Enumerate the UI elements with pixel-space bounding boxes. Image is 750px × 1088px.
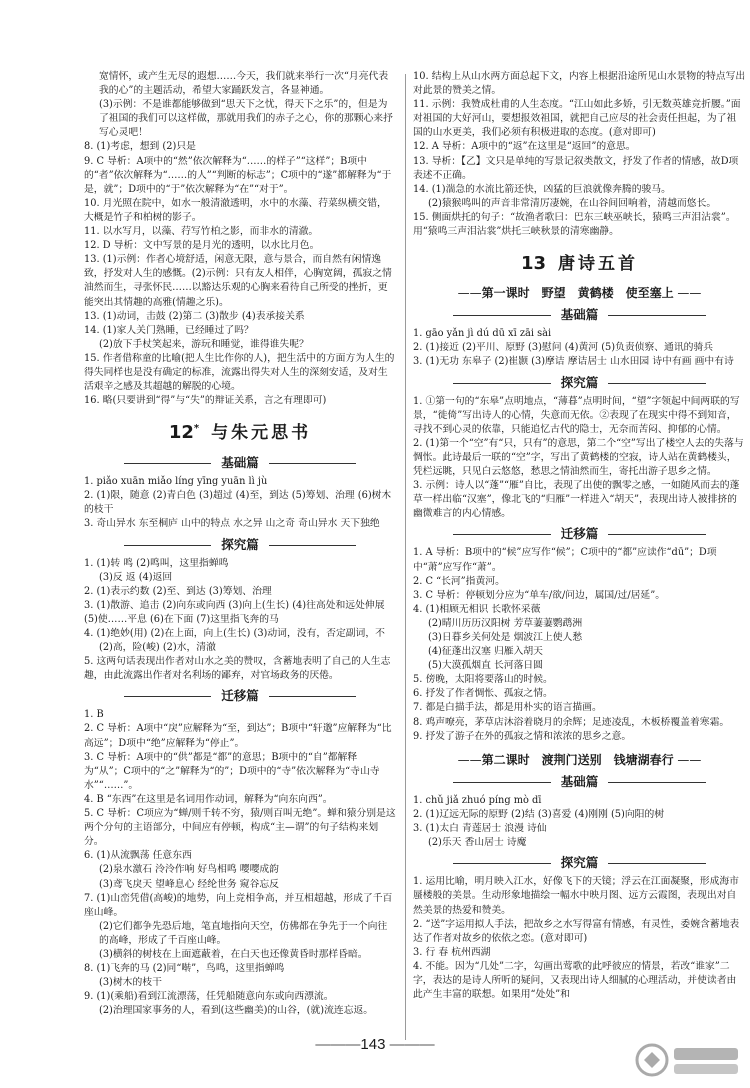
answer-line: 8. (1)飞奔的马 (2)同“啭”，鸟鸣，这里指蝉鸣 <box>84 963 285 975</box>
answer-line: 2. (1)第一个“空”有“只，只有”的意思，第二个“空”写出了楼空人去的失落与惆怅。此诗最后一联的“空”字，写出了黄鹤楼的空寂，诗人站在黄鹤楼头，凭栏远眺，只见白云悠悠，愁思之情油然而生，寄托出游子思乡之情。 <box>413 437 744 478</box>
answer-line: (2)乐天 香山居士 诗魔 <box>428 837 527 849</box>
answer-line: 宽情怀，或产生无尽的遐想……今天，我们就来举行一次“月亮代表我的心”的主题活动，希望大家踊跃发言，各显神通。 <box>99 71 389 97</box>
section-jichu-heading-2: 基础篇 <box>413 306 746 324</box>
answer-line: (3)鸢飞戾天 望峰息心 经纶世务 窥谷忘反 <box>99 878 279 890</box>
answer-line: 14. (1)家人关门熟睡，已经睡过了吗？ <box>84 324 254 336</box>
answer-line: 2. “送”字运用拟人手法，把故乡之水写得富有情感，有灵性，委婉含蓄地表达了作者对故乡的依依之恋。(意对即可) <box>413 918 740 944</box>
tanjiu-answers-2 <box>413 395 746 522</box>
answer-line: 2. C 导析：A项中“戾”应解释为“至，到达”；B项中“轩邈”应解释为“比高远”；D项中“绝”应解释为“停止”。 <box>84 723 392 749</box>
answer-line: 11. 以水写月，以藻、荇写竹柏之影，而非水的清澈。 <box>84 226 319 238</box>
answer-line: 13. (1)动词，击鼓 (2)第二 (3)散步 (4)表承接关系 <box>84 310 305 322</box>
answer-line: 5. 这两句话表现出作者对山水之美的赞叹，含蓄地表明了自己的人生志趣，由此流露出作者对名利场的鄙弃，对官场政务的厌倦。 <box>84 656 391 682</box>
answer-line: 8. 鸡声嘹亮，茅草店沐浴着晓月的余辉；足迹凌乱，木板桥覆盖着寒霜。 <box>413 716 730 728</box>
answer-line: 13. 导析：【乙】文只是单纯的写景记叙类散文，抒发了作者的情感，故D项表述不正确。 <box>413 155 739 181</box>
section-qianyi-heading-2: 迁移篇 <box>413 525 746 543</box>
answer-line: 2. (1)表示约数 (2)至、到达 (3)筹划、治理 <box>84 585 272 597</box>
answer-line: (2)治理国家事务的人，看到(这些幽美)的山谷，(就)流连忘返。 <box>99 1005 374 1017</box>
answer-line: 13. (1)示例：作者心境舒适，闲意无限，意与景合，而自然有闲情逸致，抒发对人生的感慨。(2)示例：只有友人相伴，心胸宽阔，孤寂之情油然而生，寻张怀民……以豁达乐观的心胸来看待自己所受的挫折，更能突出其情趣的高雅(情趣之乐)。 <box>84 254 392 308</box>
answer-line: 7. (1)山峦凭借(高峻)的地势，向上竞相争高，并互相超越，形成了千百座山峰。 <box>84 892 393 918</box>
answer-line: 1. (1)转 鸣 (2)鸣叫，这里指蝉鸣 <box>84 557 229 569</box>
jichu-answers <box>84 475 396 531</box>
answer-line: 8. (1)考虑，想到 (2)只是 <box>84 141 196 153</box>
answer-line: 15. 作者借称童的比喻(把人生比作你的人)，把生活中的方面方为人生的得失同样也是没有确定的标准，流露出得失对人生的深刻安适，及对生活艰辛之感及其超越的解脱的心境。 <box>84 352 395 393</box>
left-top-answers <box>84 70 396 408</box>
section-jichu-heading: 基础篇 <box>84 454 396 472</box>
answer-line: 16. 略(只要讲到“得”与“失”的辩证关系，言之有理即可) <box>84 395 327 407</box>
answer-line: 4. 不能。因为“几处”二字，勾画出莺歌的此呼彼应的情景，若改“谁家”二字，表达的是诗人所听的疑问，又表现出诗人细腻的心理活动，并使读者由此产生丰富的联想。如果用“处处”和 <box>413 960 737 1001</box>
lesson-13-title <box>413 251 746 277</box>
answer-line: 1. chǔ jiǎ zhuó píng mò dī <box>413 795 542 806</box>
section-tanjiu-heading-3: 探究篇 <box>413 854 746 872</box>
answer-line: 1. gāo yǎn jì dú dū xī zāi sài <box>413 328 552 340</box>
answer-line: (2)猿猴鸣叫的声音非常清厉凄婉，在山谷间回响着，清越而悠长。 <box>428 197 717 209</box>
answer-line: 11. 示例：我赞成杜甫的人生态度。“江山如此多娇，引无数英雄竞折腰。”面对祖国的大好河山，要想报效祖国，就把自己应尽的社会责任担起，为了祖国的山水更美，我们必须有积极进取的态度。(意对即可) <box>413 99 741 139</box>
answer-line: 1. 运用比喻，明月映入江水，好像飞下的天镜；浮云在江面凝聚，形成海市蜃楼般的美景。生动形象地描绘一幅水中映月图、远方云霞图，表现出对自然美景的热爱和赞美。 <box>413 876 739 916</box>
section-qianyi-heading: 迁移篇 <box>84 687 396 705</box>
answer-line: (2)放下手杖笑起来，游玩和睡觉，谁得谁失呢？ <box>99 338 309 350</box>
page-number: ——— 143 ——— <box>0 1034 750 1056</box>
answer-line: (2)泉水激石 泠泠作响 好鸟相鸣 嘤嘤成韵 <box>99 864 279 876</box>
left-column <box>84 70 396 1018</box>
section-jichu-heading-3: 基础篇 <box>413 773 746 791</box>
answer-line: (3)日暮乡关何处是 烟波江上使人愁 <box>428 631 583 643</box>
answer-line: (2)它们都争先恐后地，笔直地指向天空，仿佛都在争先于一个向往的高峰，形成了千百座山峰。 <box>99 920 388 946</box>
answer-line: (5)大漠孤烟直 长河落日圆 <box>428 660 543 672</box>
period-1-title: —— 第一课时 野望 黄鹤楼 使至塞上 —— <box>413 285 746 302</box>
answer-line: 1. B <box>84 709 104 721</box>
lesson-13-name: 唐诗五首 <box>558 254 639 275</box>
answer-line: 5. C 导析：C项应为“蝉/则千转不穷，猿/则百叫无绝”。蝉和猿分别是这两个分句的主语部分，中间应有停顿，构成“主—谓”的句子结构来划分。 <box>84 808 396 848</box>
watermark-logo <box>634 1038 744 1082</box>
tanjiu-answers <box>84 557 396 684</box>
answer-line: 12. A 导析：A项中的“返”在这里是“返回”的意思。 <box>413 141 636 153</box>
answer-line: 15. 侧面烘托的句子：“故渔者歌曰：巴东三峡巫峡长，猿鸣三声泪沾裳”。用“猿鸣三声泪沾裳”烘托三峡秋景的清寒幽静。 <box>413 211 736 238</box>
answer-line: 12. D 导析：文中写景的是月光的透明，以水比月色。 <box>84 240 320 252</box>
answer-line: 1. A 导析：B项中的“候”应写作“候”；C项中的“都”应读作“dū”；D项中“萧”应写作“萧”。 <box>413 547 717 573</box>
answer-line: 2. C “长河”指黄河。 <box>413 575 505 587</box>
answer-line: (2)晴川历历汉阳树 芳草萋萋鹦鹉洲 <box>428 617 583 629</box>
section-tanjiu-heading-2: 探究篇 <box>413 374 746 392</box>
tanjiu-answers-3 <box>413 875 746 1002</box>
answer-line: (4)征蓬出汉塞 归雁入胡天 <box>428 646 543 658</box>
answer-line: 4. (1)绝妙(用) (2)在上面，向上(生长) (3)动词，没有，否定副词，不 <box>84 628 385 639</box>
lesson-12-name: 与朱元思书 <box>211 423 312 444</box>
answer-line: 7. 都是白描手法，都是用朴实的语言描画。 <box>413 702 602 714</box>
qianyi-answers-2 <box>413 546 746 743</box>
answer-line: 2. (1)辽远无际的原野 (2)结 (3)喜爱 (4)刚刚 (5)向阳的树 <box>413 809 665 821</box>
qianyi-answers <box>84 708 396 1018</box>
column-divider <box>405 74 406 1040</box>
lesson-13-number: 13 <box>520 253 547 275</box>
answer-line: 1. piǎo xuān miǎo líng yīng yuān lì jù <box>84 476 268 488</box>
answer-line: (3)示例：不是谁都能够做到“思天下之忧，得天下之乐”的，但是为了祖国的我们可以这样做，那就用我们的赤子之心，你的那颗心来抒写心灵吧！ <box>99 99 393 139</box>
answer-line: (3)反 返 (4)返回 <box>99 571 173 583</box>
section-tanjiu-heading: 探究篇 <box>84 536 396 554</box>
answer-line: (3)树木的枝干 <box>99 977 162 989</box>
jichu-answers-2 <box>413 327 746 369</box>
answer-line: 4. B “东西”在这里是名词用作动词，解释为“向东向西”。 <box>84 793 333 805</box>
answer-line: 3. C 导析：A项中的“供”都是“都”的意思；B项中的“自”都解释为“从”；C项中的“之”解释为“的”；D项中的“寺”依次解释为“寺山寺水”“……”。 <box>84 751 380 791</box>
answer-line: 3. (1)太白 青莲居士 浪漫 诗仙 <box>413 823 547 835</box>
answer-line: 4. (1)相顾无相识 长歌怀采薇 <box>413 603 541 615</box>
answer-line: 14. (1)湍急的水流比箭还快，凶猛的巨浪就像奔腾的骏马。 <box>413 183 671 195</box>
answer-line: 5. 傍晚，太阳将要落山的时候。 <box>413 674 553 686</box>
answer-line: 3. C 导析：停顿划分应为“单车/欲/问边，属国/过/居延”。 <box>413 589 666 601</box>
answer-line: 3. (1)无功 东皋子 (2)崔颢 (3)摩诘 摩诘居士 山水田园 诗中有画 画中有诗 <box>413 356 734 368</box>
period-2-title: —— 第二课时 渡荆门送别 钱塘湖春行 —— <box>413 752 746 769</box>
lesson-12-title <box>84 420 396 446</box>
answer-line: 2. (1)限，随意 (2)青白色 (3)超过 (4)至，到达 (5)筹划、治理 (6)树木的枝干 <box>84 490 392 516</box>
answer-line: 3. 示例：诗人以“蓬”“雁”自比，表现了出使的飘零之感，一如随风而去的蓬草一样出临“汉塞”，像北飞的“归雁”一样进入“胡天”，表现出诗人被排挤的幽微难言的内心情感。 <box>413 480 740 520</box>
answer-line: 1. ①第一句的“东皋”点明地点，“薄暮”点明时间，“望”字领起中间两联的写景，“徙倚”写出诗人的心情，失意而无依。②表现了在现实中得不到知音，寻找不到心灵的依靠，只能追忆古代的隐士，无奈而苦闷、抑郁的心情。 <box>413 395 740 435</box>
answer-line: 3. 行 春 杭州西湖 <box>413 946 491 958</box>
lesson-12-number: 12 <box>168 422 194 444</box>
answer-line: 9. (1)(乘船)看到江流漂荡，任凭船随意向东或向西漂流。 <box>84 991 334 1003</box>
answer-line: 3. (1)散游、追击 (2)向东或向西 (3)向上(生长) (4)往高处和远处伸展 (5)使……平息 (6)在下面 (7)这里指飞奔的马 <box>84 599 385 625</box>
answer-line: 2. (1)接近 (2)平川、原野 (3)慰问 (4)黄河 (5)负责侦察、通讯的骑兵 <box>413 342 714 354</box>
right-column <box>413 70 746 1002</box>
right-top-answers <box>413 70 746 239</box>
answer-line: 3. 奇山异水 东至桐庐 山中的特点 水之异 山之奇 奇山异水 天下独绝 <box>84 518 380 530</box>
answer-line: 6. (1)从流飘荡 任意东西 <box>84 850 192 862</box>
answer-line: 6. 抒发了作者惆怅、孤寂之情。 <box>413 688 553 700</box>
answer-line: 10. 月光照在院中，如水一般清澈透明，水中的水藻、荇菜纵横交错，大概是竹子和柏树的影子。 <box>84 197 387 223</box>
answer-line: 10. 结构上从山水两方面总起下文，内容上根据沿途所见山水景物的特点写出对此景的赞美之情。 <box>413 71 746 97</box>
jichu-answers-3 <box>413 794 746 850</box>
answer-line: 9. C 导析：A项中的“然”依次解释为“……的样子”“这样”；B项中的“者”依次解释为“……的人”“判断的标志”；C项中的“遂”都解释为“于是，就”；D项中的“于”依次解释为“在”“对于”。 <box>84 155 392 195</box>
answer-line: (3)横斜的树枝在上面遮蔽着，在白天也还像黄昏时那样昏暗。 <box>99 948 368 960</box>
answer-line: 9. 抒发了游子在外的孤寂之情和浓浓的思乡之意。 <box>413 730 632 742</box>
answer-line: (2)高，险(峻) (2)水，清澈 <box>99 642 216 654</box>
lesson-12-star: * <box>193 423 200 435</box>
